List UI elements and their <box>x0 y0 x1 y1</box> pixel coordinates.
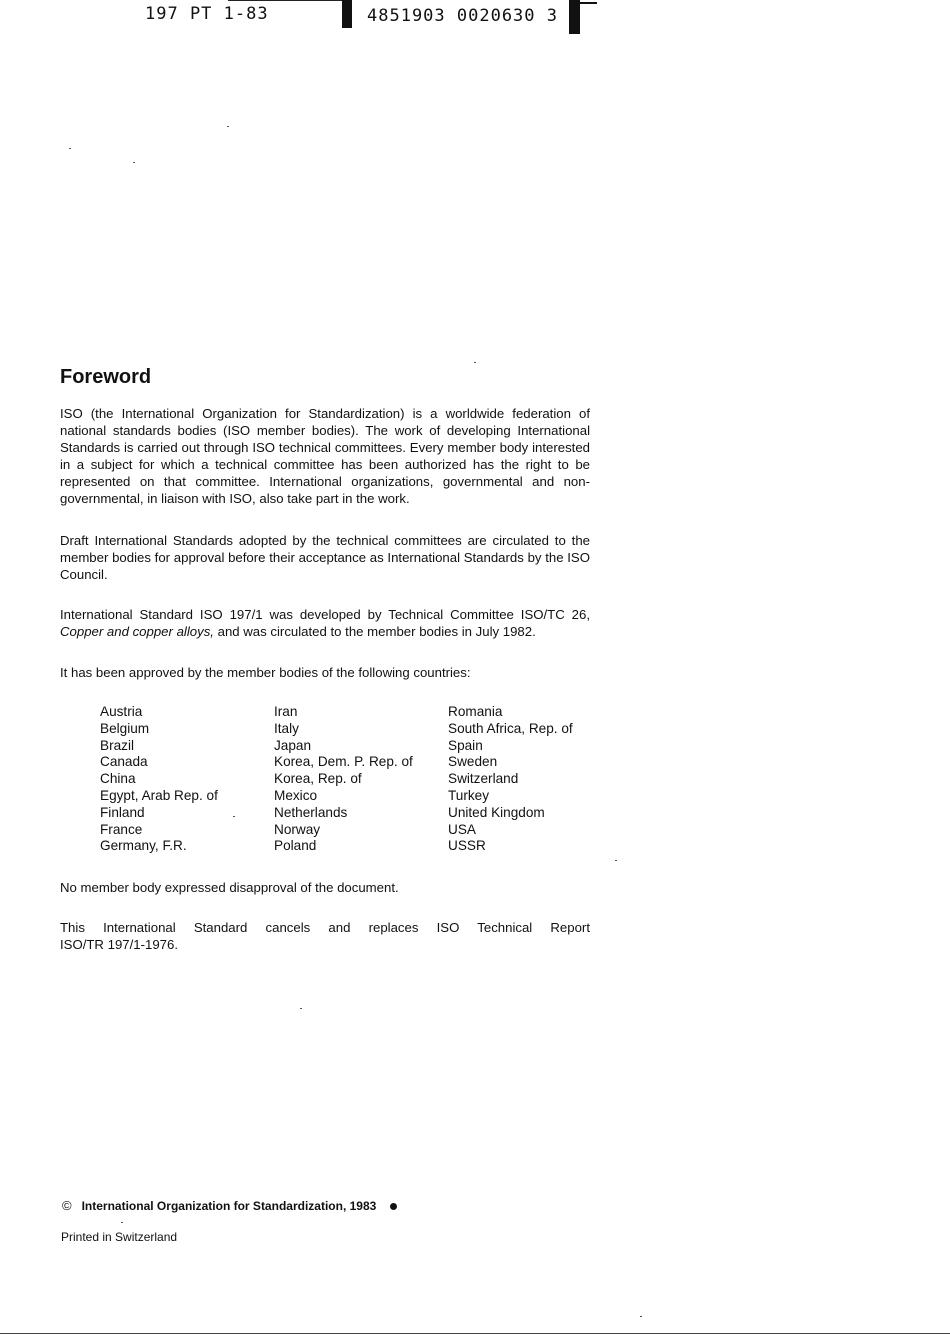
printed-in: Printed in Switzerland <box>61 1230 178 1244</box>
development-text: International Standard ISO 197/1 was developed by Technical Committee ISO/TC 26, <box>60 607 590 622</box>
country-item: Canada <box>100 754 148 770</box>
country-item: Korea, Rep. of <box>274 771 362 787</box>
header-right-code: 4851903 0020630 3 <box>367 6 558 26</box>
paragraph-no-disapproval: No member body expressed disapproval of the document. <box>60 880 399 895</box>
page-title: Foreword <box>60 366 152 388</box>
country-item: Italy <box>274 720 299 736</box>
scan-speck <box>121 1222 123 1223</box>
replaces-line-1: This International Standard cancels and replaces ISO Technical Report <box>60 920 590 935</box>
country-item: Mexico <box>274 787 318 803</box>
paragraph-iso-intro: ISO (the International Organization for Standardization) is a worldwide federation of national standards bodies (ISO member bodies). The work of developing International Standards is carried out through ISO technical committees. Every member body interested in a subject for which a technical committee has been authorized has the right to be represented on that committee. International organizations, governmental and non-governmental, in liaison with ISO, also take part in the work. <box>60 406 590 506</box>
country-column-2 <box>274 704 413 855</box>
scan-speck <box>300 1008 302 1009</box>
country-item: South Africa, Rep. of <box>448 720 573 736</box>
country-item: Iran <box>274 704 298 719</box>
country-item: Spain <box>448 737 483 753</box>
country-item: Korea, Dem. P. Rep. of <box>274 754 413 770</box>
paragraph-replaces <box>60 919 590 953</box>
copyright-text: International Organization for Standardization, 1983 <box>81 1199 377 1213</box>
copyright-notice <box>62 1198 397 1213</box>
country-item: Turkey <box>448 787 490 803</box>
scan-speck <box>615 860 617 861</box>
bullet-icon <box>390 1203 397 1210</box>
registration-mark <box>342 0 352 28</box>
scan-speck <box>233 816 235 817</box>
registration-mark <box>569 0 580 34</box>
country-item: Norway <box>274 821 321 837</box>
country-item: USSR <box>448 838 486 854</box>
copyright-icon: © <box>62 1198 72 1213</box>
country-item: Brazil <box>100 737 134 753</box>
country-item: Egypt, Arab Rep. of <box>100 787 218 803</box>
header-rule <box>228 0 343 1</box>
country-item: Japan <box>274 737 312 753</box>
country-item: USA <box>448 821 476 837</box>
replaces-line-2: ISO/TR 197/1-1976. <box>60 937 179 952</box>
registration-mark-top <box>569 2 597 4</box>
country-item: Switzerland <box>448 771 519 787</box>
country-item: Austria <box>100 704 143 719</box>
committee-title: Copper and copper alloys, <box>60 624 214 639</box>
country-item: Netherlands <box>274 804 348 820</box>
country-item: Belgium <box>100 720 150 736</box>
country-item: United Kingdom <box>448 804 545 820</box>
country-item: Romania <box>448 704 503 719</box>
country-item: China <box>100 771 136 787</box>
scan-speck <box>640 1316 642 1317</box>
scan-speck <box>227 126 229 127</box>
scan-speck <box>69 148 71 149</box>
development-text-end: and was circulated to the member bodies in July 1982. <box>213 624 536 639</box>
page-edge <box>0 1333 950 1334</box>
country-item: France <box>100 821 143 837</box>
paragraph-approval: It has been approved by the member bodies of the following countries: <box>60 665 471 680</box>
country-item: Sweden <box>448 754 498 770</box>
country-item: Poland <box>274 838 317 854</box>
country-column-1 <box>100 704 218 855</box>
scan-speck <box>474 362 476 363</box>
paragraph-development <box>60 606 590 640</box>
country-item: Germany, F.R. <box>100 838 187 854</box>
paragraph-draft-standards: Draft International Standards adopted by the technical committees are circulated to the member bodies for approval before their acceptance as International Standards by the ISO Council. <box>60 533 590 582</box>
country-column-3 <box>448 704 573 855</box>
scan-speck <box>133 162 135 163</box>
header-left-code: 197 PT 1-83 <box>145 4 269 24</box>
country-item: Finland <box>100 804 145 820</box>
